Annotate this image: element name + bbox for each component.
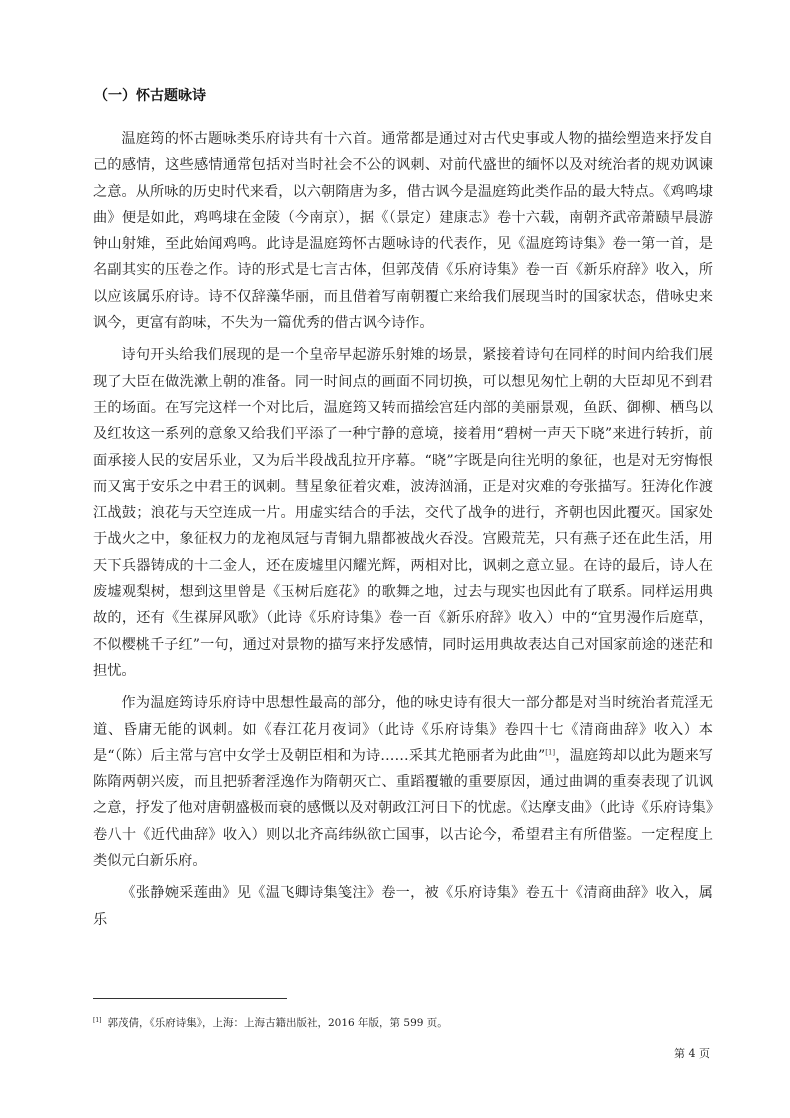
paragraph-1: 温庭筠的怀古题咏类乐府诗共有十六首。通常都是通过对古代史事或人物的描绘塑造来抒发自己的感情，这些感情通常包括对当时社会不公的讽刺、对前代盛世的缅怀以及对统治者的规劝讽谏之意。从所咏的历史时代来看，以六朝隋唐为多，借古讽今是温庭筠此类作品的最大特点。《鸡鸣埭曲》便是如此，鸡鸣埭在金陵（今南京），据《（景定）建康志》卷十六载，南朝齐武帝萧赜早晨游钟山射雉，至此始闻鸡鸣。此诗是温庭筠怀古题咏诗的代表作，见《温庭筠诗集》卷一第一首，是名副其实的压卷之作。诗的形式是七言古体，但郭茂倩《乐府诗集》卷一百《新乐府辞》收入，所以应该属乐府诗。诗不仅辞藻华丽，而且借着写南朝覆亡来给我们展现当时的国家状态，借咏史来讽今，更富有韵味，不失为一篇优秀的借古讽今诗作。 <box>93 131 713 332</box>
paragraph-2: 诗句开头给我们展现的是一个皇帝早起游乐射雉的场景，紧接着诗句在同样的时间内给我们展现了大臣在做洗漱上朝的准备。同一时间点的画面不同切换，可以想见匆忙上朝的大臣却见不到君王的场面。在写完这样一个对比后，温庭筠又转而描绘宫廷内部的美丽景观，鱼跃、御柳、栖鸟以及红妆这一系列的意象又给我们平添了一种宁静的意境，接着用“碧树一声天下晓”来进行转折，前面承接人民的安居乐业，又为后半段战乱拉开序幕。“晓”字既是向往光明的象征，也是对无穷悔恨而又寓于安乐之中君王的讽刺。彗星象征着灾难，波涛汹涌，正是对灾难的夸张描写。狂涛化作渡江战鼓；浪花与天空连成一片。用虚实结合的手法，交代了战争的进行，齐朝也因此覆灭。国家处于战火之中，象征权力的龙袍凤冠与青铜九鼎都被战火吞没。宫殿荒芜，只有燕子还在此生活，用天下兵器铸成的十二金人，还在废墟里闪耀光辉，两相对比，讽刺之意立显。在诗的最后，诗人在废墟观梨树，想到这里曾是《玉树后庭花》的歌舞之地，过去与现实也因此有了联系。同样运用典故的，还有《生禖屏风歌》（此诗《乐府诗集》卷一百《新乐府辞》收入）中的“宜男漫作后庭草，不似樱桃千子红”一句，通过对景物的描写来抒发感情，同时运用典故表达自己对国家前途的迷茫和担忧。 <box>93 347 713 679</box>
body-text <box>93 126 713 933</box>
page-number: 第 4 页 <box>674 1047 710 1060</box>
footnote-divider <box>93 998 287 999</box>
paragraph-3 <box>93 690 713 874</box>
footnote-text: 郭茂倩，《乐府诗集》，上海：上海古籍出版社，2016 年版，第 599 页。 <box>107 1017 448 1029</box>
footnote-reference[interactable]: [1] <box>545 748 556 757</box>
paragraph-4: 《张静婉采莲曲》见《温飞卿诗集笺注》卷一，被《乐府诗集》卷五十《清商曲辞》收入，属乐 <box>93 885 713 928</box>
paragraph-3-part-1: 作为温庭筠诗乐府诗中思想性最高的部分，他的咏史诗有很大一部分都是对当时统治者荒淫无道、昏庸无能的讽刺。如《春江花月夜词》（此诗《乐府诗集》卷四十七《清商曲辞》收入）本是“（陈）后主常与宫中女学士及朝臣相和为诗……采其尤艳丽者为此曲” <box>93 695 713 764</box>
footnote <box>93 1015 448 1031</box>
footnote-mark: [1] <box>93 1016 102 1024</box>
paragraph-3-part-2: ，温庭筠却以此为题来写陈隋两朝兴废，而且把骄奢淫逸作为隋朝灭亡、重蹈覆辙的重要原因，通过曲调的重奏表现了讥讽之意，抒发了他对唐朝盛极而衰的感慨以及对朝政江河日下的忧虑。《达摩支曲》（此诗《乐府诗集》卷八十《近代曲辞》收入）则以北齐高纬纵欲亡国事，以古论今，希望君主有所借鉴。一定程度上类似元白新乐府。 <box>93 747 713 870</box>
section-heading: （一）怀古题咏诗 <box>94 88 206 104</box>
